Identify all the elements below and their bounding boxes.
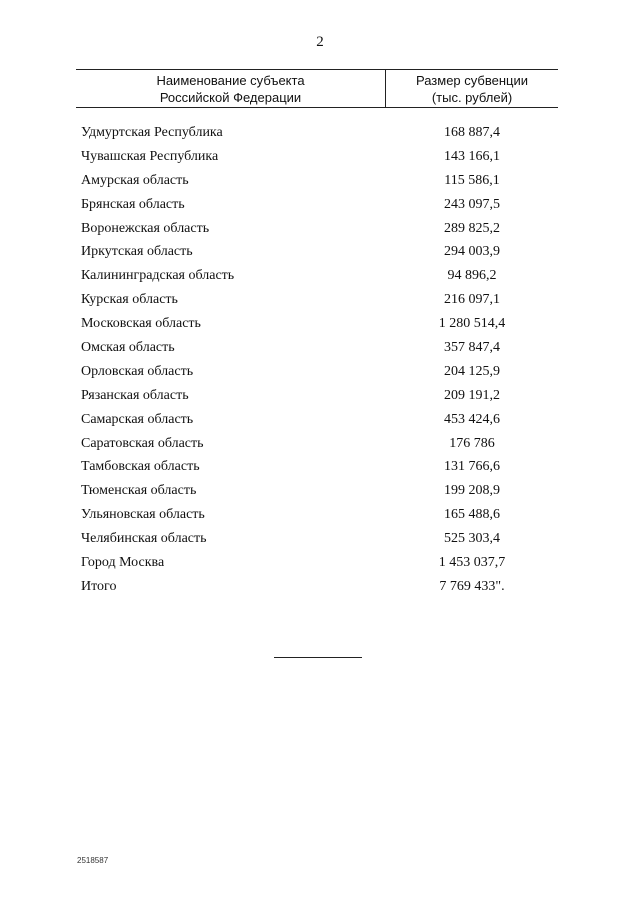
subsidy-amount: 525 303,4 xyxy=(444,531,500,547)
subsidy-amount: 1 280 514,4 xyxy=(438,316,506,332)
table-row xyxy=(81,551,558,575)
table-row xyxy=(81,288,558,312)
table-body xyxy=(81,121,558,599)
table-row xyxy=(81,503,558,527)
page-number: 2 xyxy=(316,34,324,50)
region-name: Ульяновская область xyxy=(81,507,205,523)
region-name: Саратовская область xyxy=(81,435,204,451)
subsidy-amount: 176 786 xyxy=(449,435,495,451)
region-name: Самарская область xyxy=(81,411,194,427)
region-name: Тамбовская область xyxy=(81,459,200,475)
table-row xyxy=(81,240,558,264)
table-row xyxy=(81,145,558,169)
table-row xyxy=(81,408,558,432)
region-name: Курская область xyxy=(81,292,178,308)
table-row xyxy=(81,527,558,551)
subsidy-amount: 294 003,9 xyxy=(444,244,500,260)
subsidy-amount: 165 488,6 xyxy=(444,507,500,523)
region-name: Город Москва xyxy=(81,554,165,570)
table-row xyxy=(81,575,558,599)
region-name: Челябинская область xyxy=(81,531,207,547)
subsidy-amount: 131 766,6 xyxy=(444,459,500,475)
subsidy-amount: 243 097,5 xyxy=(444,196,500,212)
table-row xyxy=(81,121,558,145)
region-name: Воронежская область xyxy=(81,220,210,236)
table-row xyxy=(81,264,558,288)
table-row xyxy=(81,384,558,408)
region-name: Амурская область xyxy=(81,172,189,188)
table-row xyxy=(81,193,558,217)
header-region-name-line1: Наименование субъекта xyxy=(156,73,305,88)
region-name: Итого xyxy=(81,578,117,594)
table-row xyxy=(81,360,558,384)
subsidy-amount: 143 166,1 xyxy=(444,148,500,164)
table-row xyxy=(81,336,558,360)
region-name: Брянская область xyxy=(81,196,185,212)
subsidy-amount: 204 125,9 xyxy=(444,363,500,379)
table-row xyxy=(81,432,558,456)
region-name: Чувашская Республика xyxy=(81,148,219,164)
subsidy-amount: 115 586,1 xyxy=(444,172,500,188)
table-row xyxy=(81,455,558,479)
subsidy-amount: 168 887,4 xyxy=(444,124,500,140)
region-name: Тюменская область xyxy=(81,483,197,499)
table-row xyxy=(81,312,558,336)
closing-divider xyxy=(274,657,362,658)
subsidy-amount: 453 424,6 xyxy=(444,411,500,427)
region-name: Удмуртская Республика xyxy=(81,124,223,140)
subsidy-amount: 199 208,9 xyxy=(444,483,500,499)
region-name: Рязанская область xyxy=(81,387,189,403)
subsidy-amount: 209 191,2 xyxy=(444,387,500,403)
subsidy-amount: 289 825,2 xyxy=(444,220,500,236)
header-subsidy-amount-line2: (тыс. рублей) xyxy=(431,90,513,105)
table-row xyxy=(81,217,558,241)
subsidy-amount: 7 769 433". xyxy=(439,578,505,594)
region-name: Орловская область xyxy=(81,363,194,379)
header-region-name-line2: Российской Федерации xyxy=(159,90,302,105)
subsidy-amount: 216 097,1 xyxy=(444,292,500,308)
header-subsidy-amount xyxy=(386,70,558,107)
subsidy-amount: 1 453 037,7 xyxy=(438,554,506,570)
document-code: 2518587 xyxy=(77,856,109,865)
region-name: Омская область xyxy=(81,339,175,355)
subsidy-amount: 94 896,2 xyxy=(447,268,497,284)
region-name: Московская область xyxy=(81,316,201,332)
header-subsidy-amount-line1: Размер субвенции xyxy=(415,73,529,88)
table-row xyxy=(81,479,558,503)
table-row xyxy=(81,169,558,193)
region-name: Иркутская область xyxy=(81,244,193,260)
table-header xyxy=(76,69,558,108)
subsidy-amount: 357 847,4 xyxy=(444,339,500,355)
header-region-name xyxy=(76,70,386,107)
region-name: Калининградская область xyxy=(81,268,235,284)
